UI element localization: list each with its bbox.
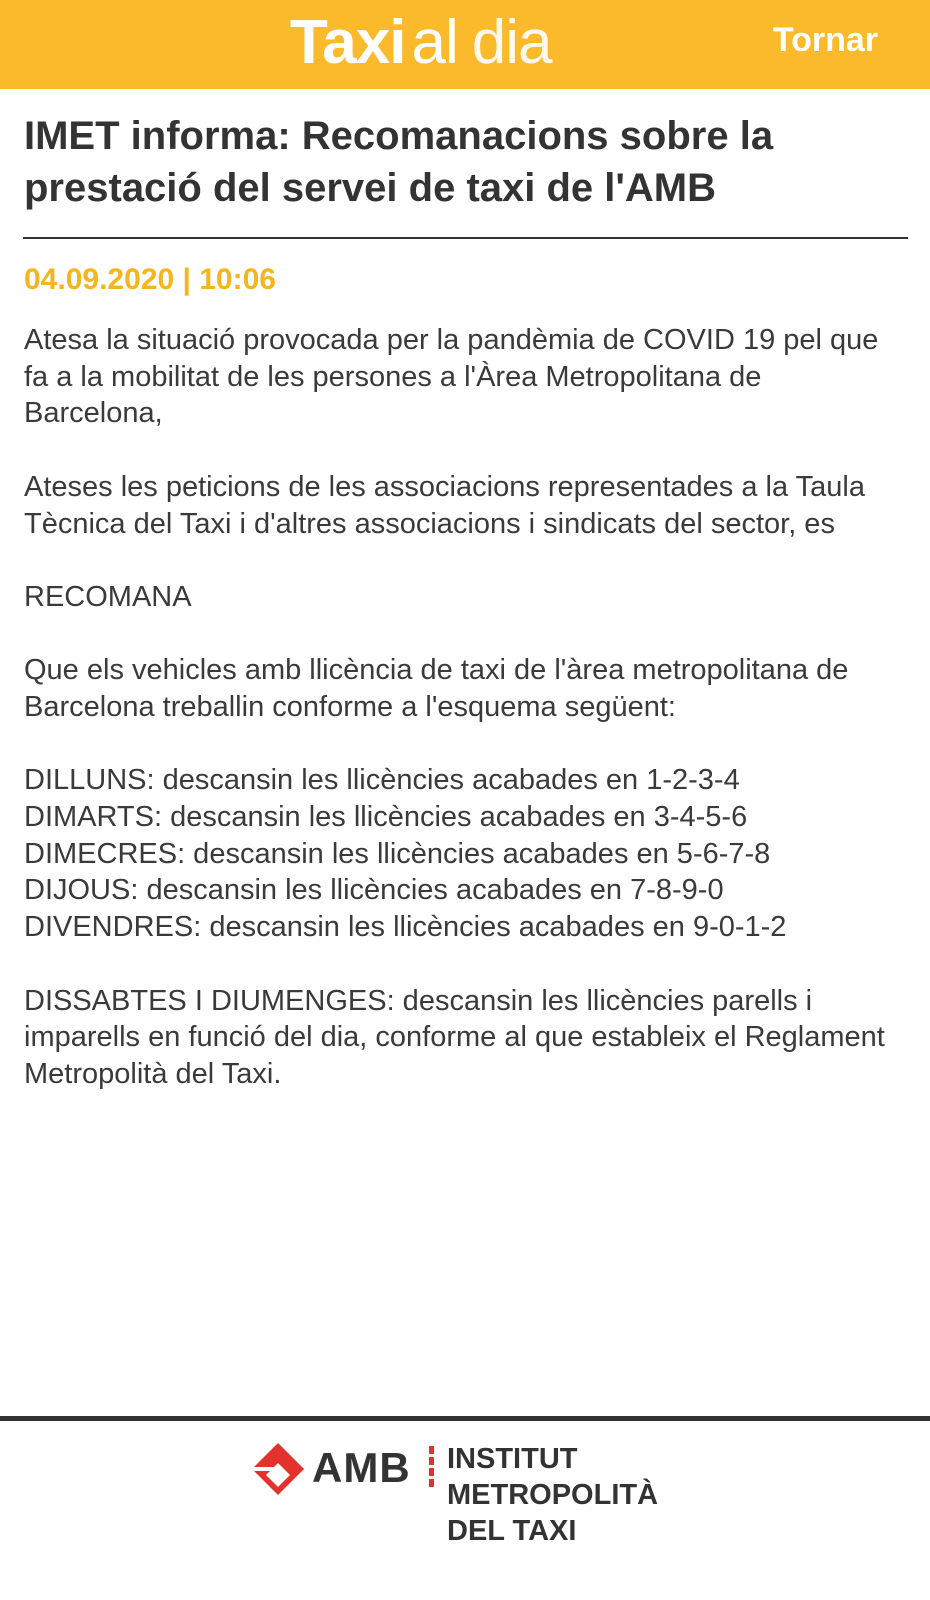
amb-diamond-icon xyxy=(250,1441,306,1497)
footer xyxy=(0,1421,930,1600)
paragraph-intro: Atesa la situació provocada per la pandèmia de COVID 19 pel que fa a la mobilitat de les persones a l'Àrea Metropolitana de Barcelona, xyxy=(24,324,879,430)
schedule-list xyxy=(24,762,904,946)
brand-word-al: al xyxy=(411,8,458,77)
schedule-wednesday: DIMECRES: descansin les llicències acabades en 5-6-7-8 xyxy=(24,837,771,870)
article-title: IMET informa: Recomanacions sobre la prestació del servei de taxi de l'AMB xyxy=(24,114,774,210)
schedule-tuesday: DIMARTS: descansin les llicències acabades en 3-4-5-6 xyxy=(24,801,748,834)
schedule-thursday: DIJOUS: descansin les llicències acabades en 7-8-9-0 xyxy=(24,874,724,907)
title-divider xyxy=(23,237,908,239)
paragraph-scheme: Que els vehicles amb llicència de taxi de l'àrea metropolitana de Barcelona treballin conforme a l'esquema següent: xyxy=(24,654,849,723)
app-header xyxy=(0,0,930,89)
institute-line-1: INSTITUT xyxy=(447,1443,578,1475)
article-date: 04.09.2020 | 10:06 xyxy=(24,263,276,296)
paragraph-petitions: Ateses les peticions de les associacions representades a la Taula Tècnica del Taxi i d'altres associacions i sindicats del sector, es xyxy=(24,470,865,540)
amb-wordmark: AMB xyxy=(312,1444,411,1491)
article-body xyxy=(24,322,904,1129)
app-logo xyxy=(290,3,551,83)
brand-word-taxi: Taxi xyxy=(290,8,406,77)
back-button[interactable]: Tornar xyxy=(772,21,878,59)
institute-line-2: METROPOLITÀ xyxy=(447,1479,659,1511)
paragraph-weekends: DISSABTES I DIUMENGES: descansin les llicències parells i imparells en funció del dia, conforme al que estableix el Reglament Metropolità del Taxi. xyxy=(24,984,885,1090)
paragraph-recommends: RECOMANA xyxy=(24,580,192,613)
amb-separator-icon xyxy=(429,1446,434,1488)
schedule-friday: DIVENDRES: descansin les llicències acabades en 9-0-1-2 xyxy=(24,911,787,944)
brand-word-dia: dia xyxy=(471,8,552,77)
institute-line-3: DEL TAXI xyxy=(447,1515,577,1547)
schedule-monday: DILLUNS: descansin les llicències acabades en 1-2-3-4 xyxy=(24,764,740,797)
institute-name xyxy=(447,1441,658,1549)
